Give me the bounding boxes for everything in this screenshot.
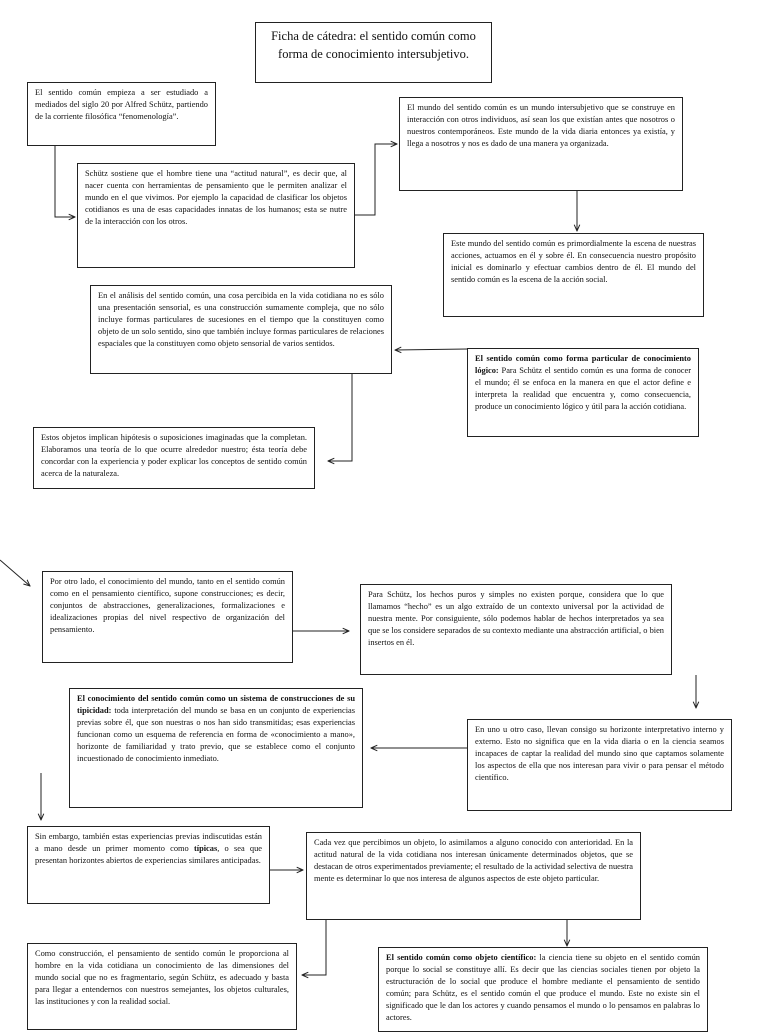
box-escena-acciones-text: Este mundo del sentido común es primordialmente la escena de nuestras acciones, actuamos en él y sobre él. En consecuencia nuestro propósito inicial es dominarlo y efectuar cambios dentro de él. El mundo del sentido común es la escena de la acción social. xyxy=(451,239,696,284)
box-hechos-puros xyxy=(360,584,672,675)
title-line-2: forma de conocimiento intersubjetivo. xyxy=(278,47,469,62)
box-cosa-percibida-text: En el análisis del sentido común, una cosa percibida en la vida cotidiana no es sólo una presentación sensorial, es una construcción sumamente compleja, que no sólo incluye formas particulares de sucesiones en el tiempo que la constituyen como objeto de un solo sentido, sino que también incluye formas particulares de relaciones espaciales que la constituyen como objeto sensorial de varios sentidos. xyxy=(98,291,384,348)
box-hechos-puros-text: Para Schütz, los hechos puros y simples no existen porque, considera que lo que llamamos “hecho” es un algo extraído de un contexto universal por la actividad de nuestra mente. Por consiguiente, sólo podemos hablar de hechos interpretados ya sea que se los considere separados de su contexto mediante una abstracción artificial, o bien insertos en él. xyxy=(368,590,664,647)
arrow-logico-to-cosa xyxy=(395,349,467,350)
box-otro-lado-text: Por otro lado, el conocimiento del mundo, tanto en el sentido común como en el pensamiento científico, supone construcciones; es decir, conjuntos de abstracciones, generalizaciones, formalizaciones e idealizaciones propias del nivel respectivo de organización del pensamiento. xyxy=(50,577,285,634)
box-forma-logico-text: Para Schütz el sentido común es una forma de conocer el mundo; él se enfoca en la manera en que el actor define e interpreta la realidad que encuentra y, como consecuencia, produce un conocimiento lógico y útil para la acción cotidiana. xyxy=(475,365,691,411)
title-line-1: Ficha de cátedra: el sentido común como xyxy=(271,29,476,43)
diagram-title xyxy=(255,22,492,83)
box-forma-logico xyxy=(467,348,699,437)
box-tipicas xyxy=(27,826,270,904)
arrow-percibimos-to-construccion xyxy=(302,920,326,975)
box-intro-text: El sentido común empieza a ser estudiado a mediados del siglo 20 por Alfred Schütz, partiendo de la corriente filosófica “fenomenología”. xyxy=(35,88,208,121)
box-cientifico-heading: El sentido común como objeto científico: xyxy=(386,953,537,962)
box-cientifico xyxy=(378,947,708,1032)
box-escena-acciones xyxy=(443,233,704,317)
box-hipotesis xyxy=(33,427,315,489)
arrow-cosa-to-hipotesis xyxy=(328,374,352,461)
box-cientifico-text: la ciencia tiene su objeto en el sentido común porque lo social se constituye allí. Es decir que las ciencias sociales tienen por objeto la estructuración de lo social que produce el hombre mediante el pensamiento de sentido común; para Schütz, es el sentido común el que produce el mundo. Este no existe sin el significado que le dan los actores y cuando pensamos el mundo o lo pensamos en palabras lo actores. xyxy=(386,953,700,1022)
box-tipicas-pre: Sin embargo, también estas experiencias previas indiscutidas están a mano desde un primer momento como xyxy=(35,832,262,853)
box-sistema-tipicidad-heading: El conocimiento del sentido común como un sistema de construcciones de su tipicidad: xyxy=(77,694,355,715)
box-otro-lado xyxy=(42,571,293,663)
box-percibimos-text: Cada vez que percibimos un objeto, lo asimilamos a alguno conocido con anterioridad. En la actitud natural de la vida cotidiana nos interesan únicamente determinados objetos, que se destacan de otros experimentados previamente; el resultado de la actividad selectiva de nuestra mente es determinar lo que nos interesa de algunos aspectos de este objeto particular. xyxy=(314,838,633,883)
box-actitud-natural-text: Schütz sostiene que el hombre tiene una “actitud natural”, es decir que, al nacer cuenta con herramientas de pensamiento que le permiten analizar el mundo en el que vivimos. Por ejemplo la capacidad de clasificar los objetos cotidianos es una de esas capacidades innatas de los humanos; esta se nutre de la interacción con los otros. xyxy=(85,169,347,226)
arrow-intro-to-actitud xyxy=(55,146,75,217)
box-mundo-intersubjetivo xyxy=(399,97,683,191)
box-actitud-natural xyxy=(77,163,355,268)
box-hipotesis-text: Estos objetos implican hipótesis o suposiciones imaginadas que la completan. Elaboramos una teoría de lo que ocurre alrededor nuestro; ésta teoría debe concordar con la experiencia y poder explicar los conceptos de sentido común acerca de la naturaleza. xyxy=(41,433,307,478)
arrow-incoming-otro-lado xyxy=(0,560,30,586)
box-sistema-tipicidad-text: toda interpretación del mundo se basa en un conjunto de experiencias previas sobre él, que son nuestras o nos han sido transmitidas; esas experiencias funcionan como un esquema de referencia en forma de «conocimiento a mano», horizonte de familiaridad y trato previo, que se establece como el conjunto incuestionado de conocimiento inmediato. xyxy=(77,705,355,763)
box-tipicas-post: , o sea que presentan horizontes abiertos de experiencias similares anticipadas. xyxy=(35,843,262,865)
box-construccion xyxy=(27,943,297,1030)
box-horizonte-text: En uno u otro caso, llevan consigo su horizonte interpretativo interno y externo. Esto no significa que en la vida diaria o en la ciencia seamos incapaces de captar la realidad del mundo sino que captamos solamente los aspectos de ella que nos interesan para vivir o para pensar el método científico. xyxy=(475,725,724,782)
arrow-actitud-to-mundo xyxy=(355,144,397,215)
box-horizonte xyxy=(467,719,732,811)
box-tipicas-bold: típicas xyxy=(193,843,218,853)
box-percibimos xyxy=(306,832,641,920)
box-cosa-percibida xyxy=(90,285,392,374)
box-sistema-tipicidad xyxy=(69,688,363,808)
box-mundo-intersubjetivo-text: El mundo del sentido común es un mundo intersubjetivo que se construye en interacción con otros individuos, así sean los que existían antes que nosotros o nuestros contemporáneos. Este mundo de la vida diaria entonces ya existía, y llega a nosotros y nos es dado de una manera ya organizada. xyxy=(407,103,675,148)
box-forma-logico-heading: El sentido común como forma particular de conocimiento lógico: xyxy=(475,354,691,375)
box-intro xyxy=(27,82,216,146)
box-construccion-text: Como construcción, el pensamiento de sentido común le proporciona al hombre en la vida cotidiana un conocimiento de las dimensiones del mundo social que no es fragmentario, según Schütz, es adecuado y basta para llegar a entendernos con nuestros semejantes, los objetos culturales, las instituciones y con la realidad social. xyxy=(35,949,289,1006)
